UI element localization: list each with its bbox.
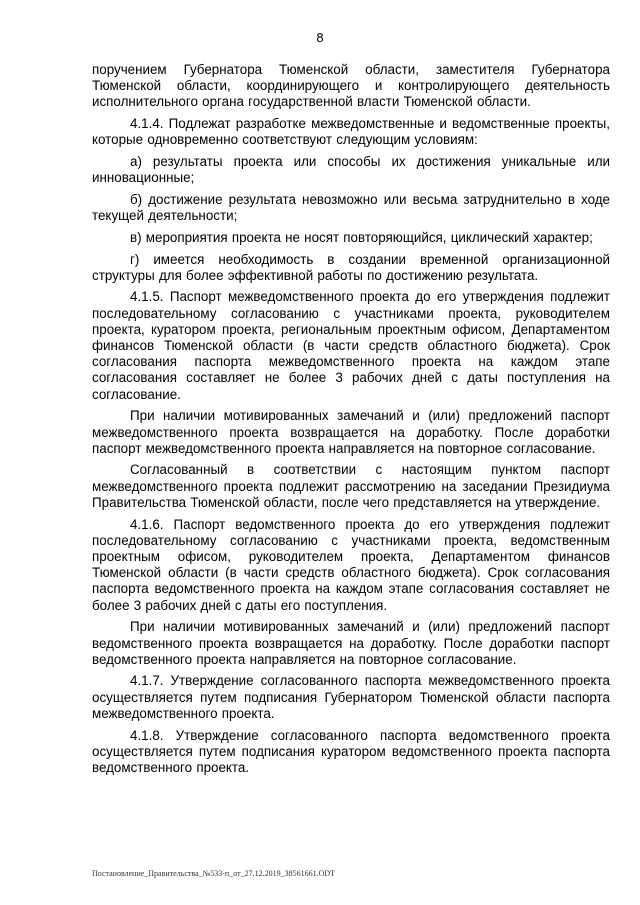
paragraph-remarks-departmental: При наличии мотивированных замечаний и (или) предложений паспорт ведомственного проекта возвращается на доработку. После доработки паспорт ведомственного проекта направляется на повторное согласование. xyxy=(92,619,610,667)
condition-g: г) имеется необходимость в создании временной организационной структуры для более эффективной работы по достижению результата. xyxy=(92,251,610,283)
paragraph-4-1-6: 4.1.6. Паспорт ведомственного проекта до его утверждения подлежит последовательному согласованию с участниками проекта, ведомственным проектным офисом, руководителем проекта, Департаментом финансов Тюменской области (в части средств областного бюджета). Срок согласования паспорта ведомственного проекта на каждом этапе согласования составляет не более 3 рабочих дней с даты его поступления. xyxy=(92,516,610,613)
condition-v: в) мероприятия проекта не носят повторяющийся, циклический характер; xyxy=(130,229,593,245)
condition-a: а) результаты проекта или способы их достижения уникальные или инновационные; xyxy=(92,154,610,186)
paragraph-continuation: поручением Губернатора Тюменской области, заместителя Губернатора Тюменской области, координирующего и контролирующего деятельность исполнительного органа государственной власти Тюменской области. xyxy=(92,62,610,110)
condition-b: б) достижение результата невозможно или весьма затруднительно в ходе текущей деятельности; xyxy=(92,191,610,224)
paragraph-4-1-7: 4.1.7. Утверждение согласованного паспорта межведомственного проекта осуществляется путем подписания Губернатором Тюменской области паспорта межведомственного проекта. xyxy=(92,673,610,721)
document-footer: Постановление_Правительства_№533-п_от_27.12.2019_38561661.ODT xyxy=(92,869,336,878)
page-number: 8 xyxy=(316,30,324,45)
paragraph-presidium-review: Согласованный в соответствии с настоящим пунктом паспорт межведомственного проекта подлежит рассмотрению на заседании Президиума Правительства Тюменской области, после чего представляется на утверждение. xyxy=(92,462,610,510)
paragraph-4-1-5: 4.1.5. Паспорт межведомственного проекта до его утверждения подлежит последовательному согласованию с участниками проекта, руководителем проекта, куратором проекта, региональным проектным офисом, Департаментом финансов Тюменской области (в части средств областного бюджета). Срок согласования паспорта межведомственного проекта на каждом этапе согласования составляет не более 3 рабочих дней с даты поступления на согласование. xyxy=(92,289,610,402)
paragraph-4-1-4: 4.1.4. Подлежат разработке межведомственные и ведомственные проекты, которые одновременно соответствуют следующим условиям: xyxy=(92,116,610,148)
document-body xyxy=(92,62,610,782)
paragraph-remarks-interdepartmental: При наличии мотивированных замечаний и (или) предложений паспорт межведомственного проекта возвращается на доработку. После доработки паспорт межведомственного проекта направляется на повторное согласование. xyxy=(92,408,610,456)
paragraph-4-1-8: 4.1.8. Утверждение согласованного паспорта ведомственного проекта осуществляется путем подписания куратором ведомственного проекта паспорта ведомственного проекта. xyxy=(92,727,610,775)
